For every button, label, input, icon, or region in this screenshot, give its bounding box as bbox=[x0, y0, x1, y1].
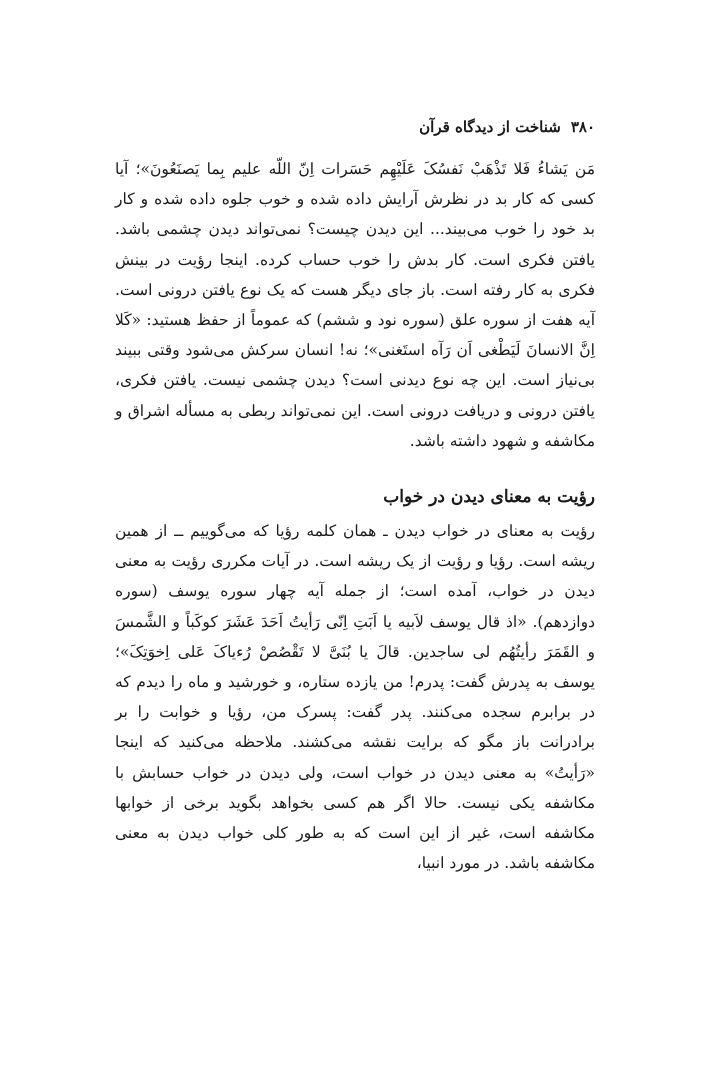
running-title: شناخت از دیدگاه قرآن bbox=[419, 118, 561, 136]
page-number: ۳۸۰ bbox=[570, 118, 595, 136]
section-heading: رؤیت به معنای دیدن در خواب bbox=[383, 487, 595, 508]
section-paragraph: رؤیت به معنای در خواب دیدن ـ همان کلمه رؤیا که می‌گوییم ــ از همین ریشه است. رؤیا و رؤیت از یک ریشه است. در آیات مکرری رؤیت به معنی دیدن در خواب، آمده است؛ از جمله آیه چهار سوره یوسف (سوره دوازدهم). «اذ قال یوسف لاَبیه یا اَبَتِ اِنّی رَأیتُ اَحَدَ عَشَرَ کوکَباً و الشَّمسَ و القَمَرَ رأیتُهُم لی ساجدین. قالَ یا بُنَیَّ لا تَقْصُصْ رُءیاکَ عَلی اِخوَتِکَ»؛ یوسف به پدرش گفت: پدرم! من یازده ستاره، و خورشید و ماه را دیدم که در برابرم سجده می‌کنند. پدر گفت: پسرک من، رؤیا و خوابت را بر برادرانت باز مگو که برایت نقشه می‌کشند. ملاحظه می‌کنید که اینجا «رَأیتُ» به معنی دیدن در خواب است، ولی دیدن در خواب حسابش با مکاشفه یکی نیست. حالا اگر هم کسی بخواهد بگوید برخی از خوابها مکاشفه است، غیر از این است که به طور کلی خواب دیدن به معنی مکاشفه باشد. در مورد انبیا، bbox=[115, 522, 595, 873]
book-page bbox=[115, 118, 595, 878]
running-head bbox=[115, 118, 595, 144]
body-paragraph: مَن یَشاءُ فَلا تَذْهَبْ نَفسُکَ عَلَیْهِم حَسَرات اِنّ اللّه علیم بِما یَصنَعُونَ»؛ آیا کسی که کار بد در نظرش آرایش داده شده و خوب جلوه داده شده و کار بد خود را خوب می‌بیند... این دیدن چیست؟ نمی‌تواند دیدن چشمی باشد. یافتن فکری است. کار بدش را خوب حساب کرده. اینجا رؤیت در بینش فکری به کار رفته است. باز جای دیگر هست که یک نوع یافتن درونی است. آیه هفت از سوره علق (سوره نود و ششم) که عموماً از حفظ هستید: «کَلا اِنَّ الانسانَ لَیَطْغی اَن رَآه استَغنی»؛ نه! انسان سرکش می‌شود وقتی ببیند بی‌نیاز است. این چه نوع دیدنی است؟ دیدن چشمی نیست. یافتن فکری، یافتن درونی و دریافت درونی است. این نمی‌تواند ربطی به مسأله اشراق و مکاشفه و شهود داشته باشد. bbox=[115, 160, 595, 450]
